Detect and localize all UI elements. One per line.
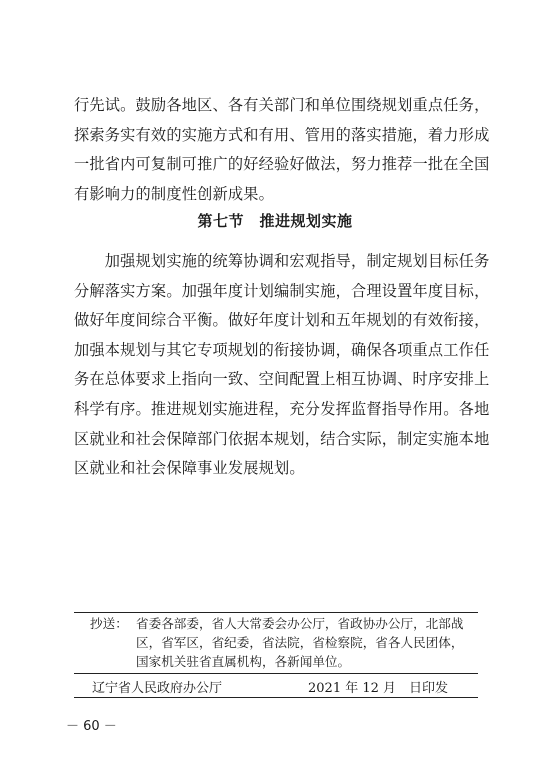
paragraph-line: 行先试。鼓励各地区、各有关部门和单位围绕规划重点任务， bbox=[74, 96, 490, 114]
paragraph-2 bbox=[74, 247, 490, 484]
issuer: 辽宁省人民政府办公厅 bbox=[92, 681, 223, 696]
paragraph-line: 加强规划实施的统筹协调和宏观指导，制定规划目标任务 bbox=[74, 252, 490, 270]
paragraph-line: 区就业和社会保障部门依据本规划，结合实际，制定实施本地 bbox=[74, 429, 490, 448]
paragraph-line: 加强本规划与其它专项规划的衔接协调，确保各项重点工作任 bbox=[74, 340, 490, 359]
paragraph-line: 一批省内可复制可推广的好经验好做法，努力推荐一批在全国 bbox=[74, 155, 490, 174]
paragraph-line: 区就业和社会保障事业发展规划。 bbox=[74, 459, 305, 478]
paragraph-line: 探索务实有效的实施方式和有用、管用的落实措施，着力形成 bbox=[74, 125, 490, 144]
paragraph-line: 分解落实方案。加强年度计划编制实施，合理设置年度目标， bbox=[74, 281, 490, 300]
paragraph-1 bbox=[74, 91, 490, 209]
cc-label: 抄送： bbox=[90, 616, 128, 631]
paragraph-line: 有影响力的制度性创新成果。 bbox=[74, 184, 275, 203]
cc-recipients bbox=[136, 614, 476, 671]
cc-line: 省委各部委，省人大常委会办公厅，省政协办公厅，北部战 bbox=[136, 616, 464, 631]
page-number: － 60 － bbox=[66, 719, 117, 734]
divider-middle bbox=[74, 673, 478, 674]
paragraph-line: 务在总体要求上指向一致、空间配置上相互协调、时序安排上 bbox=[74, 370, 490, 389]
issue-date: 2021 年 12 月 日印发 bbox=[308, 681, 449, 696]
divider-top bbox=[74, 612, 478, 613]
section-title: 第七节 推进规划实施 bbox=[197, 212, 353, 230]
divider-bottom bbox=[74, 697, 478, 698]
paragraph-line: 科学有序。推进规划实施进程，充分发挥监督指导作用。各地 bbox=[74, 399, 490, 418]
paragraph-line: 做好年度间综合平衡。做好年度计划和五年规划的有效衔接， bbox=[74, 311, 490, 330]
cc-line: 国家机关驻省直属机构，各新闻单位。 bbox=[136, 654, 351, 669]
cc-line: 区，省军区，省纪委，省法院，省检察院，省各人民团体， bbox=[136, 635, 464, 650]
